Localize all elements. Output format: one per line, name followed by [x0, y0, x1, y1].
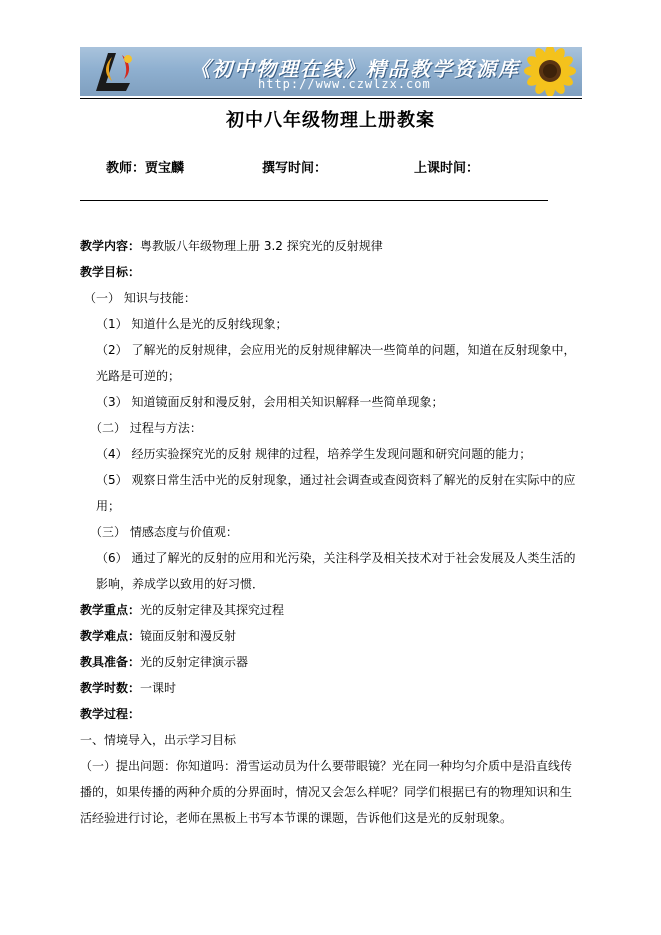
goal-item-5: （5） 观察日常生活中光的反射现象，通过社会调查或查阅资料了解光的反射在实际中的应用； [96, 473, 576, 513]
difficulty-line [80, 623, 582, 649]
goal-item-4: （4） 经历实验探究光的反射 规律的过程，培养学生发现问题和研究问题的能力； [96, 447, 532, 461]
write-time-label: 撰写时间： [262, 161, 328, 176]
difficulty-label: 教学难点： [80, 629, 141, 643]
topic-line [80, 233, 582, 259]
page-title: 初中八年级物理上册教案 [226, 110, 435, 131]
topic-label: 教学内容： [80, 239, 141, 253]
hours-value: 一课时 [140, 681, 177, 695]
goal-item-6: （6） 通过了解光的反射的应用和光污染，关注科学及相关技术对于社会发展及人类生活的影响，养成学以致用的好习惯． [96, 551, 576, 591]
class-time-label: 上课时间： [414, 161, 480, 176]
difficulty-value: 镜面反射和漫反射 [140, 629, 237, 643]
topic-value: 粤教版八年级物理上册 3.2 探究光的反射规律 [140, 239, 383, 253]
meta-divider [80, 200, 548, 201]
section-process: （二） 过程与方法： [90, 421, 202, 435]
goal-item-3: （3） 知道镜面反射和漫反射，会用相关知识解释一些简单现象； [96, 395, 444, 409]
hours-line [80, 675, 582, 701]
hours-label: 教学时数： [80, 681, 141, 695]
tools-value: 光的反射定律演示器 [140, 655, 249, 669]
header-divider [80, 98, 582, 99]
process-heading: 教学过程： [80, 707, 141, 721]
section-knowledge: （一） 知识与技能： [84, 291, 196, 305]
goal-item-1: （1） 知道什么是光的反射线现象； [96, 317, 288, 331]
teacher-label: 教师：贾宝麟 [106, 161, 185, 176]
goals-heading: 教学目标： [80, 265, 141, 279]
header-banner [80, 47, 582, 96]
sunflower-icon [512, 47, 582, 96]
logo-icon [86, 49, 142, 95]
key-value: 光的反射定律及其探究过程 [140, 603, 285, 617]
step-1-paragraph: （一）提出问题：你知道吗：滑雪运动员为什么要带眼镜？光在同一种均匀介质中是沿直线传播的，如果传播的两种介质的分界面时，情况又会怎么样呢？同学们根据已有的物理知识和生活经验进行讨论，老师在黑板上书写本节课的课题，告诉他们这是光的反射现象。 [80, 759, 573, 825]
goal-item-2: （2） 了解光的反射规律，会应用光的反射规律解决一些简单的问题，知道在反射现象中，光路是可逆的； [96, 343, 576, 383]
tools-label: 教具准备： [80, 655, 141, 669]
section-attitude: （三） 情感态度与价值观： [90, 525, 238, 539]
key-line [80, 597, 582, 623]
banner-url: http://www.czwlzx.com [258, 77, 431, 91]
banner-title: 《初中物理在线》精品教学资源库 [190, 57, 520, 81]
key-label: 教学重点： [80, 603, 141, 617]
lesson-body [80, 233, 582, 831]
tools-line [80, 649, 582, 675]
step-1-heading: 一、情境导入，出示学习目标 [80, 733, 237, 747]
